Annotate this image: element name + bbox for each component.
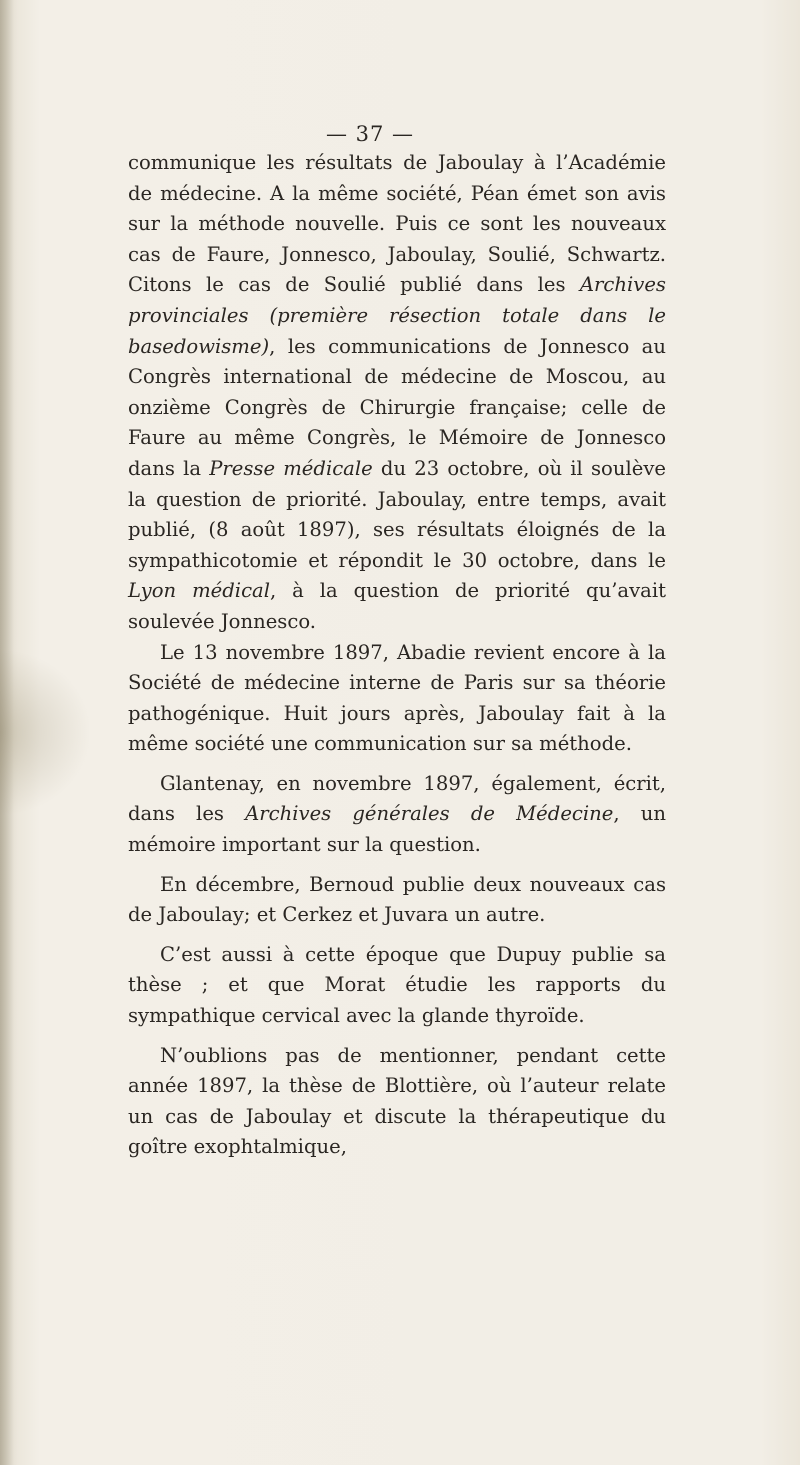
text-run: , à la question de priorité qu’avait soulevée Jonnesco. [128,579,666,633]
paragraph [128,870,666,931]
paragraph [128,1041,666,1163]
paragraph [128,148,666,638]
page-number: — 37 — [325,122,415,146]
paragraph [128,769,666,861]
paragraph [128,638,666,760]
text-run: C’est aussi à cette époque que Dupuy publie sa thèse ; et que Morat étudie les rapports du sympathique cervical avec la glande thyroïde. [128,942,666,1028]
body-text [128,148,666,1163]
italic-title: Lyon médical [128,579,270,603]
text-run: , un mémoire important sur la question. [128,802,666,857]
text-run: du 23 octobre, où il soulève la question de priorité. Jaboulay, entre temps, avait publié, (8 août 1897), ses résultats éloignés de la sympathicotomie et répondit le 30 octobre, dans le [128,456,666,572]
text-run: En décembre, Bernoud publie deux nouveaux cas de Jaboulay; et Cerkez et Juvara un autre. [128,872,666,927]
binding-shadow [0,0,14,1465]
text-run: Glantenay, en novembre 1897, également, écrit, dans les [128,771,666,826]
text-run: , les communications de Jonnesco au Congrès international de médecine de Moscou, au onzième Congrès de Chirurgie française; celle de Faure au même Congrès, le Mémoire de Jonnesco dans la [128,334,666,480]
text-run: N’oublions pas de mentionner, pendant cette année 1897, la thèse de Blottière, où l’auteur relate un cas de Jaboulay et discute la thérapeutique du goître exophtalmique, [128,1043,666,1159]
text-run: Le 13 novembre 1897, Abadie revient encore à la Société de médecine interne de Paris sur sa théorie pathogénique. Huit jours après, Jaboulay fait à la même société une communication sur sa méthode. [128,640,666,756]
text-run: communique les résultats de Jaboulay à l’Académie de médecine. A la même société, Péan émet son avis sur la méthode nouvelle. Puis ce sont les nouveaux cas de Faure, Jonnesco, Jaboulay, Soulié, Schwartz. Citons le cas de Soulié publié dans les [128,151,666,297]
italic-title: Presse médicale [209,456,373,480]
italic-title: Archives provinciales (première résection totale dans le basedowisme) [128,273,666,358]
italic-title: Archives générales de Médecine [245,802,614,826]
paragraph [128,940,666,1032]
